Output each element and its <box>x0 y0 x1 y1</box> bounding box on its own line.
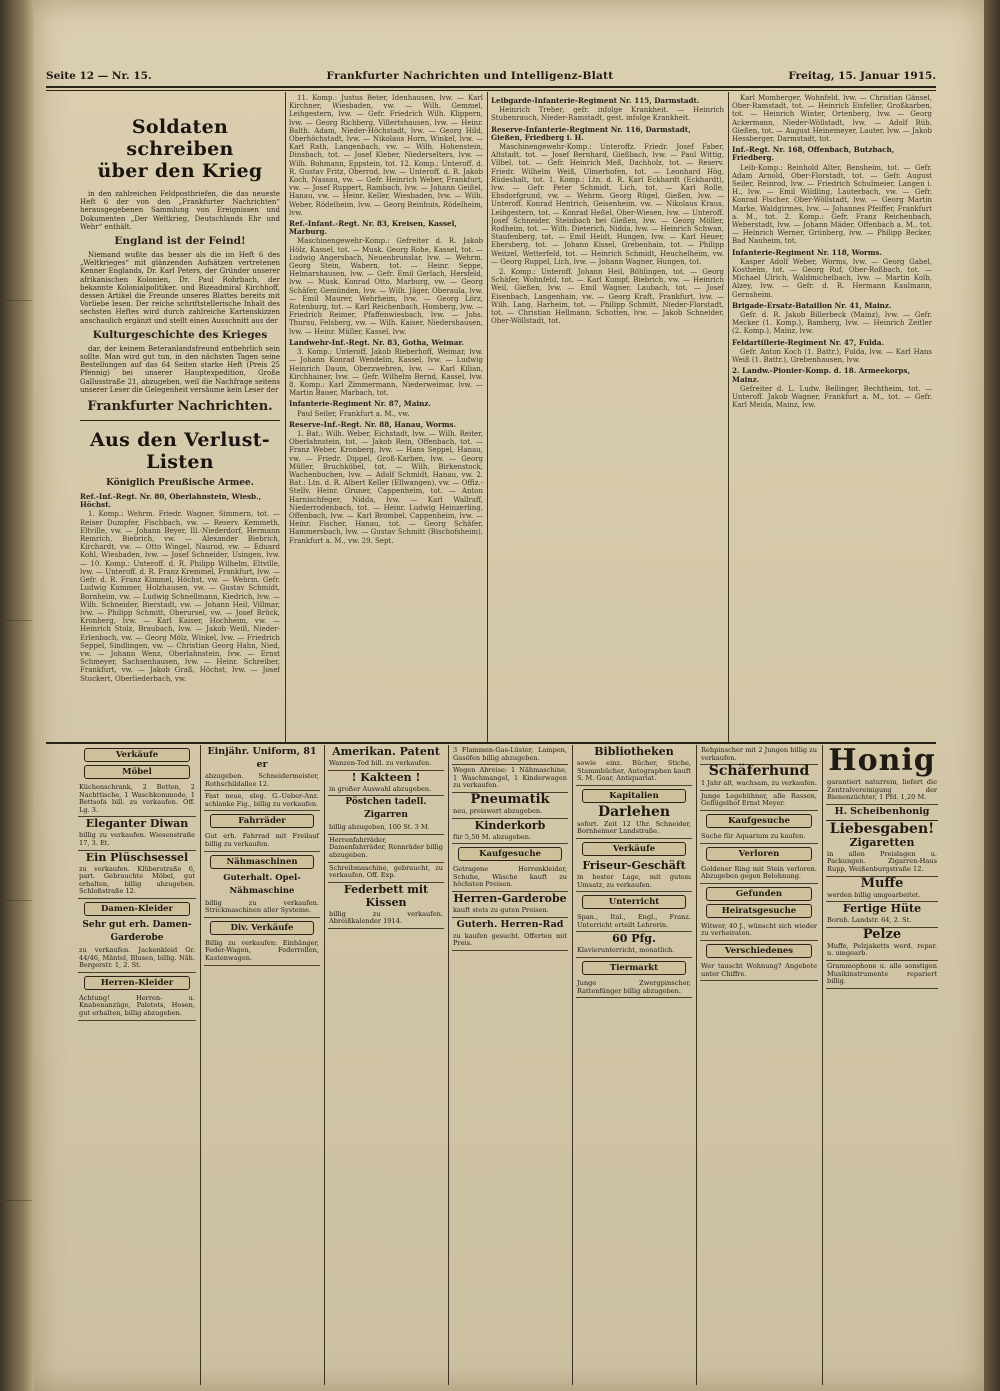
ad-headline: Eleganter Diwan <box>85 817 189 831</box>
classified-ad: sofort. Zeit 12 Uhr. Schneider, Bornheimer Landstraße. <box>576 819 692 839</box>
article-paragraph: dar, der keinem Beteranlandsfreund entbehrlich sein sollte. Man wird gut tun, in den nächsten Tagen seine Bestellungen auf das 64 Seiten starke Heft (Preis 25 Pfennig) bei unserer Hauptexpedition, Große Gallusstraße 21, abzugeben, weil die Nachfrage seitens unserer Leser die Gelegenheit versäume kein Leser der <box>80 344 280 394</box>
column-4 <box>732 94 932 742</box>
classified-ad: Wer tauscht Wohnung? Angebote unter Chiffre. <box>700 961 818 981</box>
column-divider <box>487 92 488 742</box>
classified-ad: Gut erh. Fahrrad mit Freilauf billig zu verkaufen. <box>204 831 320 851</box>
ad-headline: Ein Plüschsessel <box>85 850 189 864</box>
classified-ad: in großer Auswahl abzugeben. <box>328 784 444 797</box>
casualty-list: 1. Komp.: Wehrm. Friedr. Wagner, Simmern, tot. — Reiser Dumpfer, Fischbach, vw. — Reserv. Kemmeth, Eltville, vw. — Johann Beyer, Ill.-Niederdorf, Hermann Remrich, Biebrich, vw. — Alexander Biebrich, Kirchardt, vw. — Otto Wingel, Naurod, vw. — Eduard Kohl, Wiesbaden, lvw. — Josef Schneider, Usingen, lvw. — 10. Komp.: Unteroff. d. R. Philipp Wilhelm, Eltville, lvw. — Unteroff. d. R. Franz Kremmel, Frankfurt, lvw. — Gefr. d. R. Franz Kimmel, Höchst, vw. — Wehrm. Gefr. Ludwig Kummer, Holzhausen, vw. — Gustav Schmidt, Bornheim, vw. — Ludwig Schnellmann, Kiedrich, lvw. — Wilh. Schneider, Bierstadt, vw. — Johann Heil, Villmar, lvw. — Philipp Schmitt, Oberursel, vw. — Josef Brück, Kronberg, lvw. — Karl Kaiser, Hochheim, vw. — Heinrich Stolz, Braubach, lvw. — Jakob Weiß, Nieder-Erlenbach, vw. — Georg Mölz, Winkel, lvw. — Friedrich Seppel, Sindlingen, vw. — Christian Georg Hahn, Nied, vw. — Johann Wenz, Oberlahnstein, lvw. — Ernst Schmeyer, Sachsenhausen, lvw. — Heinr. Schreiber, Frankfurt, vw. — Jakob Graß, Höchst, lvw. — Josef Stuckert, Oberliederbach, vw. <box>80 510 280 683</box>
ad-headline: Einjähr. Uniform, 81 er <box>207 746 317 770</box>
ad-column-divider <box>822 745 823 1385</box>
casualty-list: Maschinengewehr-Komp.: Unteroffz. Friedr. Josef Faber, Altstadt, tot. — Josef Bernhard, Gießbach, lvw. — Paul Wittig, Vilbel, tot. — Gefr. Heinrich Meß, Dachholz, tot. — Reserv. Friedr. Wilhelm Weiß, Ulmerhofen, tot. — Leonhard Hög, Rüdeshalt, tot. 1. Komp.: Ltn. d. R. Karl Eckhardt (Eckhardt), lvw. — Gefr. Peter Schmidt, Lich, tot. — Karl Rolle, Ebsdorfgrund, vw. — Wehrm. Georg Rügel, Gießen, lvw. — Unteroff. Konrad Hentrich, Geisenheim, vw. — Nikolaus Kraus, Leihgestern, tot. — Konrad Heßel, Ober-Wiesen, lvw. — Unteroff. Josef Schneider, Steinbach bei Gießen, lvw. — Georg Möller, Rodheim, tot. — Wilh. Dieterich, Nidda, lvw. — Heinrich Schwan, Staufenberg, tot. — Emil Heidt, Hungen, lvw. — Karl Heuer, Ebersberg, tot. — Johann Kissel, Grebenhain, tot. — Philipp Weitzel, Wetterfeld, tot. — Heinrich Schmidt, Heuchelheim, vw. — Georg Ruppel, Lich, lvw. — Johann Wagner, Hungen, tot. <box>491 143 724 266</box>
classified-ad: Grammophone u. alle sonstigen Musikinstrumente repariert billig. <box>826 961 938 989</box>
ad-headline: Schäferhund <box>708 763 810 780</box>
classified-ad: billig zu verkaufen. Wiesenstraße 17, 3. Et. <box>78 830 196 850</box>
classified-ad: Herrenfahrräder, Damenfahrräder, Rennräder billig abzugeben. <box>328 835 444 863</box>
casualty-list: Leib-Komp.: Reinhold Alter, Bensheim, tot. — Gefr. Adam Arnold, Ober-Florstadt, tot. — Gefr. August Seiler, Reinrod, lvw. — Friedrich Schulmeier, Langen i. H., lvw. — Emil Wildling, Lauterbach, vw. — Gefr. Konrad Fischer, Ober-Wöllstadt, lvw. — Georg Martin Marke, Waldgirmes, lvw. — Johannes Pfeiffer, Frankfurt a. M., tot. 2. Komp.: Gefr. Franz Reichenbach, Weberstadt, lvw. — Johann Mäder, Offenbach a. M., tot. — Heinrich Werner, Grünberg, lvw. — Philipp Becker, Bad Nauheim, tot. <box>732 163 932 246</box>
classified-ad: Getragene Herrenkleider, Schuhe, Wäsche kauft zu höchsten Preisen. <box>452 864 568 892</box>
ad-category-heading: Fahrräder <box>210 814 314 828</box>
ad-category-heading: Div. Verkäufe <box>210 921 314 935</box>
article-title: Soldaten schreiben <box>126 116 234 160</box>
ad-headline: Liebesgaben! <box>829 820 935 837</box>
ad-headline: 60 Pfg. <box>612 932 656 946</box>
ads-column-3 <box>328 745 444 1385</box>
classified-ad: in bester Lage, mit gutem Umsatz, zu verkaufen. <box>576 872 692 892</box>
classified-ad: 3 Flammen-Gas-Lüster, Lampen, Gasöfen billig abzugeben. <box>452 745 568 765</box>
classified-ad: Goldener Ring mit Stein verloren. Abzugeben gegen Belohnung. <box>700 864 818 884</box>
classified-ad: garantiert naturrein, liefert die Zentralvereinigung der Bienenzüchter, 1 Pfd. 1,20 M. <box>826 777 938 805</box>
ad-headline: Muffe <box>860 875 904 891</box>
classified-ad: Witwer, 40 J., wünscht sich wieder zu verheiraten. <box>700 921 818 941</box>
classified-ad: Klavierunterricht, monatlich. <box>576 945 692 958</box>
ad-headline-honig: Honig <box>828 745 936 778</box>
ad-headline: Sehr gut erh. Damen-Garderobe <box>82 919 192 943</box>
classified-ad: billig zu verkaufen. Strickmaschinen aller Systeme. <box>204 898 320 918</box>
regiment-heading: 2. Landw.-Pionier-Komp. d. 18. Armeekorps, Mainz. <box>732 366 910 384</box>
book-binding <box>0 0 34 1391</box>
newspaper-name: Frankfurter Nachrichten. <box>87 399 273 415</box>
header-rule <box>46 86 936 88</box>
classified-ad: Wanzen-Tod bill. zu verkaufen. <box>328 758 444 771</box>
casualty-list: Karl Momberger, Wohnfeld, lvw. — Christian Gänsel, Ober-Ramstadt, tot. — Heinrich Eisfeller, Großkarben, tot. — Heinrich Winter, Ortenberg, lvw. — Georg Ackermann, Nieder-Wöllstadt, lvw. — Adolf Rüb, Gießen, tot. — August Heinemeyer, Lauter, lvw. — Jakob Hessberger, Darmstadt, tot. <box>732 94 932 144</box>
ad-category-heading: Kaufgesuche <box>458 847 562 861</box>
ad-headline: Darlehen <box>597 803 671 820</box>
issue-date: Freitag, 15. Januar 1915. <box>788 70 936 82</box>
column-1 <box>80 96 280 741</box>
casualty-list: Kasper Adolf Weber, Worms, lvw. — Georg Gabel, Kostheim, tot. — Georg Ruf, Ober-Roßbach, tot. — Michael Ulrich, Waldmichelbach, lvw. — Martin Kolb, Alzey, lvw. — Gefr. d. R. Hermann Kaulmann, Gernsheim. <box>732 257 932 299</box>
ads-column-4 <box>452 745 568 1385</box>
ad-headline: Federbett mit Kissen <box>343 882 429 909</box>
classified-ad: Junge Zwergpinscher, Rattenfänger billig abzugeben. <box>576 978 692 998</box>
column-divider <box>728 92 729 742</box>
casualty-list: Gefr. d. R. Jakob Billerbeck (Mainz), lvw. — Gefr. Mecker (1. Komp.), Bamberg, lvw. — Heinrich Zeitler (2. Komp.), Mainz, lvw. <box>732 311 932 336</box>
ads-column-2 <box>204 745 320 1385</box>
ad-headline: Bibliotheken <box>594 745 674 758</box>
ad-headline: ! Kakteen ! <box>351 770 421 784</box>
ad-headline: Pneumatik <box>470 791 550 807</box>
page-number: Seite 12 — Nr. 15. <box>46 70 152 82</box>
ad-headline: Zigaretten <box>849 835 915 849</box>
regiment-heading: Leibgarde-Infanterie-Regiment Nr. 115, Darmstadt. <box>491 96 700 105</box>
ad-category-heading: Kaufgesuche <box>706 814 812 828</box>
ad-category-heading: Herren-Kleider <box>84 976 190 990</box>
casualty-list: 3. Komp.: Unteroff. Jakob Rieberhoff, Weimar, lvw. — Johann Konrad Wendelin, Kassel, lvw. — Ludwig Heinrich Daum, Oberzwehren, lvw. — Karl Kilian, Kirchhainer, lvw. — Gefr. Wilhelm Bernd, Kassel, lvw. 8. Komp.: Karl Zimmermann, Niederweimar, lvw. — Martin Bauer, Marbach, tot. <box>289 348 483 398</box>
ads-column-7 <box>826 745 938 1385</box>
classified-ad: Wegen Abreise: 1 Nähmaschine, 1 Waschmangel, 1 Kinderwagen zu verkaufen. <box>452 765 568 793</box>
ad-category-heading: Gefunden <box>706 887 812 901</box>
classified-ad: abzugeben. Schneidermeister, Rothschildallee 12. <box>204 771 320 791</box>
header-rule-thin <box>46 90 936 91</box>
ad-column-divider <box>324 745 325 1385</box>
classified-ad: billig abzugeben, 100 St. 3 M. <box>328 822 444 835</box>
masthead-title: Frankfurter Nachrichten und Intelligenz-Blatt <box>326 70 614 82</box>
casualty-list: 11. Komp.: Justus Beter, Idenhausen, lvw. — Karl Kirchner, Wiesbaden, vw. — Wilh. Gemmel, Leihgestern, lvw. — Gefr. Friedrich Wilh. Klippern, lvw. — Georg Richberg, Villertshausen, lvw. — Heinr. Balth. Adam, Nieder-Höchstadt, lvw. — Georg Hild, Oberhöchstadt, lvw. — Nikolaus Horn, Winkel, lvw. — Karl Rath, Langenbach, vw. — Wilh. Hohenstein, Dinsbach, tot. — Josef Kleber, Niederselters, lvw. — Wilh. Bohmann, Eppstein, tot. 12. Komp.: Unteroff. d. R. Gustav Fritz, Oberrod, lvw. — Unteroff. d. R. Jakob Koch, Nassau, vw. — Gefr. Heinrich Weber, Frankfurt, vw. — Josef Ruppert, Rambach, lvw. — Johann Geißel, Hanau, vw. — Heinr. Keller, Wiesbaden, lvw. — Wilh. Weber, Rödelheim, lvw. — Georg Beinhuis, Rödelheim, lvw. <box>289 94 483 217</box>
classified-ad: in allen Preislagen u. Packungen. Zigarren-Haus Rupp, Weißenburgstraße 12. <box>826 849 938 877</box>
casualty-list: Heinrich Treber, gefr. infolge Krankheit. — Heinrich Stubenrauch, Nieder-Ramstadt, gest. infolge Krankheit. <box>491 106 724 123</box>
classified-ad: Rehpinscher mit 2 Jungen billig zu verkaufen. <box>700 745 818 765</box>
ad-category-heading: Verloren <box>706 847 812 861</box>
ad-category-heading: Heiratsgesuche <box>706 904 812 918</box>
regiment-heading: Ref.-Infant.-Regt. Nr. 83, Kreisen, Kassel, Marburg. <box>289 219 457 237</box>
ad-headline: Pöstchen tadell. Zigarren <box>345 797 427 821</box>
casualty-list: Gefreiter d. L. Ludw. Bellinger, Bechtheim, tot. — Unteroff. Jakob Wagner, Frankfurt a. M., tot. — Gefr. Karl Meida, Mainz, lvw. <box>732 384 932 410</box>
regiment-heading: Ref.-Inf.-Regt. Nr. 80, Oberlahnstein, Wiesb., Höchst. <box>80 492 262 510</box>
ad-category-heading: Nähmaschinen <box>210 855 314 869</box>
regiment-heading: Brigade-Ersatz-Bataillon Nr. 41, Mainz. <box>732 300 892 310</box>
classified-ad: Suche für Aquarium zu kaufen. <box>700 831 818 844</box>
classified-ad: billig zu verkaufen. Abreißkalender 1914. <box>328 909 444 929</box>
regiment-heading: Landwehr-Inf.-Regt. Nr. 83, Gotha, Weimar. <box>289 337 465 347</box>
classified-ad: neu, preiswert abzugeben. <box>452 806 568 819</box>
classified-ad: zu verkaufen. Klüberstraße 6, part. Gebrauchte Möbel, gut erhalten, billig abzugeben. Schloßstraße 12. <box>78 864 196 899</box>
classified-ad: Bornh. Landstr. 64, 2. St. <box>826 915 938 928</box>
classified-ad: Küchenschrank, 2 Betten, 2 Nachttische, 1 Waschkommode, 1 Bettsofa bill. zu verkaufen. Off. Lg. 3. <box>78 782 196 817</box>
ad-headline: Kinderkorb <box>474 818 546 832</box>
casualty-list: 1. Bat.: Wilh. Weber, Eichstadt, lvw. — Wilh. Reiter, Oberlahnstein, tot. — Jakob Rein, Offenbach, tot. — Franz Weber, Kronberg, lvw. — Hans Seppel, Hanau, vw. — Friedr. Dippel, Groß-Karben, lvw. — Georg Müller, Bruchköbel, tot. — Wilh. Birkenstock, Wachenbuchen, lvw. — Adolf Schmidt, Hanau, vw. 2. Bat.: Ltn. d. R. Albert Keller (Ellwangen), vw. — Offiz.-Stellv. Heinr. Gruner, Cappenheim, tot. — Anton Harnischfeger, Nidda, lvw. — Karl Wallraff, Niederrodenbach, tot. — Heinr. Ludwig Heinzerling, Offenbach, lvw. — Karl Brombel, Cappenheim, lvw. — Heinr. Fischer, Hanau, tot. — Georg Schäfer, Hammersbach, lvw. — Gustav Schmitt (Bischofsheim), Frankfurt a. M., vw. 29. Sept. <box>289 429 483 545</box>
classified-ad: Span., Ital., Engl., Franz. Unterricht erteilt Lehrerin. <box>576 912 692 932</box>
ad-category-heading: Tiermarkt <box>582 961 686 975</box>
ad-headline: Guterh. Herren-Rad <box>456 918 564 930</box>
ad-category-heading: Damen-Kleider <box>84 902 190 916</box>
ads-section-rule <box>46 742 936 744</box>
army-heading: Königlich Preußische Armee. <box>106 478 254 489</box>
loss-list-title: Aus den Verlust-Listen <box>90 429 270 474</box>
article-paragraph: Niemand wußte das besser als die im Heft 6 des „Weltkrieges“ mit glänzenden Aufsätzen vertretenen Kenner Englands, Dr. Karl Peters, der Gründer unserer afrikanischen Kolonien, Dr. Paul Rohrbach, der bekannte Kolonialpolitiker, und Bizeadmiral Kirchhoff, dessen Artikel die Freunde unseres Blattes bereits mit Vorliebe lesen. Der reiche schriftstellerische Inhalt des sechsten Heftes wird durch zahlreiche Kartenskizzen anschaulich ergänzt und stellt einen Ausschnitt aus der <box>80 251 280 325</box>
classified-ad: Muffe, Pelzjaketts werd. repar. u. umgearb. <box>826 941 938 961</box>
classified-ad: für 5,50 M. abzugeben. <box>452 832 568 845</box>
ad-column-divider <box>200 745 201 1385</box>
ads-column-1 <box>78 745 196 1385</box>
ad-column-divider <box>572 745 573 1385</box>
ad-column-divider <box>448 745 449 1385</box>
article-subheading: England ist der Feind! <box>114 235 246 248</box>
ads-column-6 <box>700 745 818 1385</box>
ad-category-heading: Verschiedenes <box>706 944 812 958</box>
casualty-list: Maschinengewehr-Komp.: Gefreiter d. R. Jakob Hölz, Kassel, tot. — Musk. Georg Rohe, Kassel, tot. — Ludwig Angersbach, Neuenbrunslar, lvw. — Wehrm. Georg Stein, Wabern, tot. — Heinr. Seppe, Helmarshausen, lvw. — Gefr. Emil Gerlach, Hersfeld, lvw. — Musk. Konrad Otto, Marburg, vw. — Georg Schäfer, Gemünden, lvw. — Wilh. Jäger, Oberaula, lvw. — Emil Maurer, Wehrheim, lvw. — Georg Lörz, Rotenburg, tot. — Karl Reichenbach, Homberg, lvw. — Friedrich Reimer, Pfaffenwiesbach, lvw. — Johs. Thurau, Felsberg, vw. — Wilh. Kaiser, Niedershausen, lvw. — Heinr. Müller, Kassel, lvw. <box>289 237 483 336</box>
article-title-line2: über den Krieg <box>97 160 263 182</box>
regiment-heading: Inf.-Regt. Nr. 168, Offenbach, Butzbach, Friedberg. <box>732 145 895 163</box>
page-header <box>46 68 936 84</box>
classified-ad: zu verkaufen. Jackenkleid Gr. 44/46, Mäntel, Blusen, billig. Näh. Bergerstr. 1, 2. St. <box>78 945 196 973</box>
ad-headline: Herren-Garderobe <box>453 891 567 905</box>
classified-ad: zu kaufen gesucht. Offerten mit Preis. <box>452 931 568 951</box>
section-rule <box>80 420 280 421</box>
article-subheading: Kulturgeschichte des Krieges <box>92 328 268 341</box>
ad-category-heading: Möbel <box>84 765 190 779</box>
regiment-heading: Reserve-Infanterie-Regiment Nr. 116, Darmstadt, Gießen, Friedberg i. H. <box>491 124 691 142</box>
casualty-list: Paul Seiler, Frankfurt a. M., vw. <box>297 409 410 418</box>
ad-category-heading: Verkäufe <box>582 842 686 856</box>
regiment-heading: Feldartillerie-Regiment Nr. 47, Fulda. <box>732 337 884 347</box>
ad-category-heading: Unterricht <box>582 895 686 909</box>
casualty-list: 2. Komp.: Unteroff. Johann Heil, Böhlingen, tot. — Georg Schäfer, Wohnfeld, tot. — Karl Kumpf, Biebrich, vw. — Heinrich Weil, Gießen, lvw. — Emil Wagner, Laubach, tot. — Josef Eisenbach, Langenhain, vw. — Georg Kraft, Frankfurt, lvw. — Wilh. Lang, Harheim, tot. — Philipp Schmitt, Nieder-Florstadt, tot. — Christian Hellmann, Schotten, lvw. — Jakob Schneider, Ober-Wöllstadt, tot. <box>491 268 724 326</box>
regiment-heading: Infanterie-Regiment Nr. 118, Worms. <box>732 247 882 257</box>
classified-ad: Fast neue, eleg. G.-Ueber-Anz. schlanke Fig., billig zu verkaufen. <box>204 791 320 811</box>
ad-headline: Pelze <box>862 926 902 942</box>
column-2 <box>289 94 483 742</box>
ad-headline: H. Scheibenhonig <box>834 805 930 817</box>
classified-ad: Billig zu verkaufen: Einhänger, Feder-Wagen, Federrollen, Kastenwagen. <box>204 938 320 966</box>
column-3 <box>491 94 724 742</box>
column-divider <box>285 92 286 742</box>
regiment-heading: Infanterie-Regiment Nr. 87, Mainz. <box>289 399 431 409</box>
classified-ad: kauft stets zu guten Preisen. <box>452 905 568 918</box>
ad-headline: Fertige Hüte <box>842 902 922 916</box>
ad-category-heading: Verkäufe <box>84 748 190 762</box>
ads-column-5 <box>576 745 692 1385</box>
regiment-heading: Reserve-Inf.-Regt. Nr. 88, Hanau, Worms. <box>289 419 456 429</box>
classified-ad: Achtung! Herren- u. Knabenanzüge, Paletots, Hosen, gut erhalten, billig abzugeben. <box>78 993 196 1021</box>
article-paragraph: in den zahlreichen Feldpostbriefen, die das neueste Heft 6 der von den „Frankfurter Nachrichten“ herausgegebenen Sammlung von Ereignissen und Dokumenten „Der Weltkrieg, Deutschlands Ehr und Wehr“ enthält. <box>80 190 280 231</box>
ad-headline: Friseur-Geschäft <box>582 858 686 872</box>
ad-category-heading: Kapitalien <box>582 789 686 803</box>
page-edge <box>984 0 1000 1391</box>
classified-ad: Schreibmaschine, gebraucht, zu verkaufen. Off. Exp. <box>328 863 444 883</box>
classified-ad: Junge Legehühner, alle Rassen, Geflügelhof Ernst Meyer. <box>700 791 818 811</box>
ad-headline: Amerikan. Patent <box>332 745 440 758</box>
classified-ad: 1 Jahr alt, wachsam, zu verkaufen. <box>700 778 818 791</box>
ad-headline: Guterhalt. Opel-Nähmaschine <box>223 872 301 896</box>
casualty-list: Gefr. Anton Koch (1. Battr.), Fulda, lvw. — Karl Hans Weiß (1. Battr.), Grebenhausen, lvw. <box>732 347 932 365</box>
ad-column-divider <box>696 745 697 1385</box>
classified-ad: werden billig umgearbeitet. <box>826 890 938 903</box>
classified-ad: sowie einz. Bücher, Stiche, Stammbücher, Autographen kauft S. M. Goar, Antiquariat. <box>576 758 692 786</box>
